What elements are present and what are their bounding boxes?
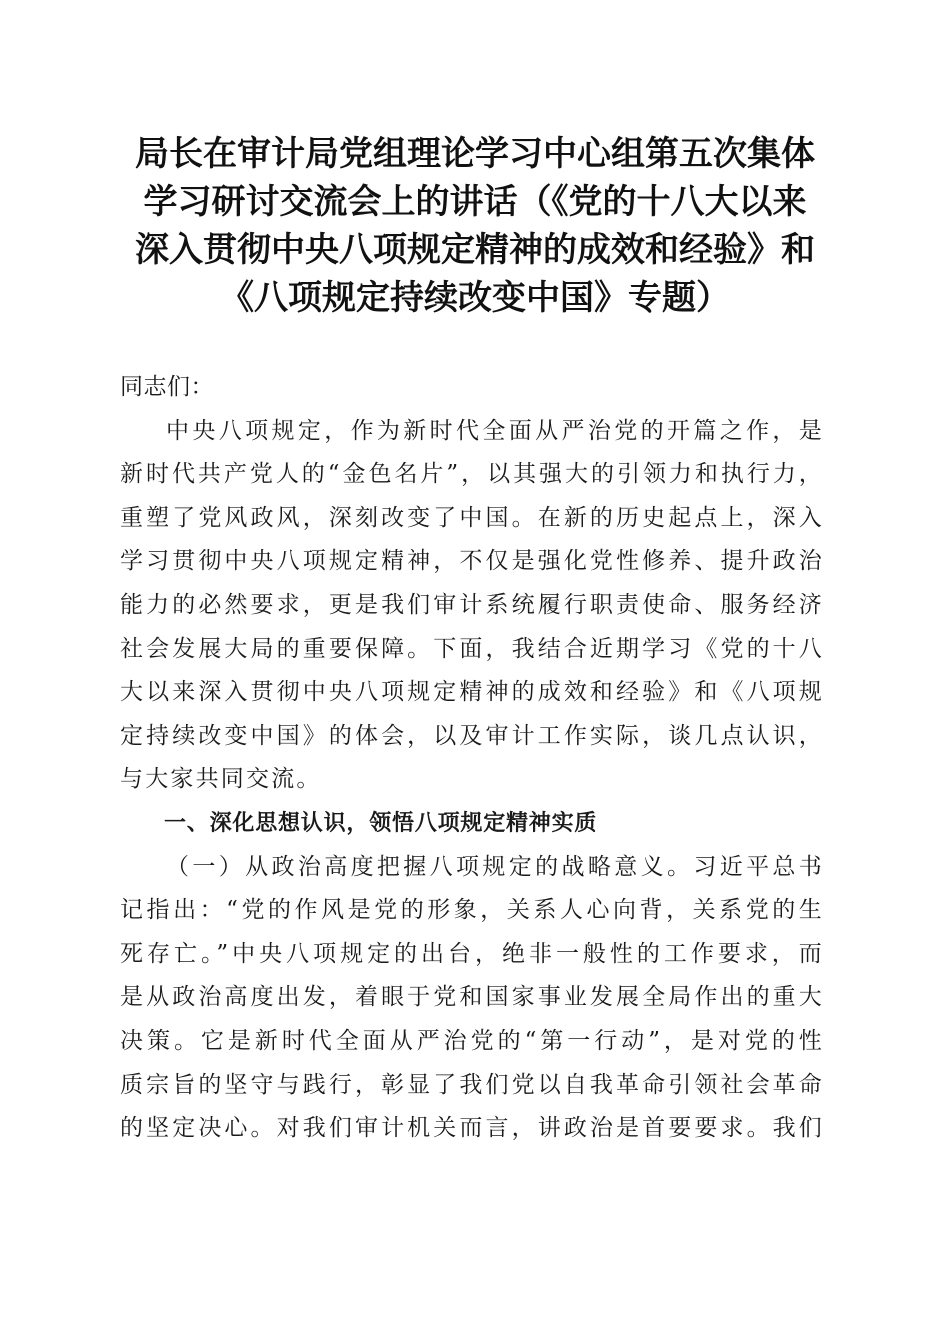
paragraph-line: （一）从政治高度把握八项规定的战略意义。习近平总书 xyxy=(166,853,824,880)
paragraph-line: 的坚定决心。对我们审计机关而言，讲政治是首要要求。我们 xyxy=(120,1115,824,1142)
paragraph-line: 新时代共产党人的“金色名片”，以其强大的引领力和执行力， xyxy=(120,461,824,488)
paragraph-line: 与大家共同交流。 xyxy=(120,766,322,793)
title-line: 《八项规定持续改变中国》专题） xyxy=(220,278,730,318)
paragraph-line: 定持续改变中国》的体会，以及审计工作实际，谈几点认识， xyxy=(120,722,824,749)
paragraph-line: 能力的必然要求，更是我们审计系统履行职责使命、服务经济 xyxy=(120,591,824,618)
salutation: 同志们： xyxy=(120,374,214,400)
title-line: 学习研讨交流会上的讲话（《党的十八大以来 xyxy=(143,182,807,222)
paragraph-line: 重塑了党风政风，深刻改变了中国。在新的历史起点上，深入 xyxy=(120,504,824,531)
title-line: 局长在审计局党组理论学习中心组第五次集体 xyxy=(135,134,815,174)
paragraph-line: 大以来深入贯彻中央八项规定精神的成效和经验》和《八项规 xyxy=(120,679,824,706)
document-title xyxy=(110,130,840,322)
document-body xyxy=(120,366,824,1151)
title-line: 深入贯彻中央八项规定精神的成效和经验》和 xyxy=(135,230,815,270)
paragraph-line: 是从政治高度出发，着眼于党和国家事业发展全局作出的重大 xyxy=(120,984,824,1011)
paragraph-line: 中央八项规定，作为新时代全面从严治党的开篇之作，是 xyxy=(166,417,824,444)
paragraph-intro xyxy=(120,410,824,802)
paragraph-line: 学习贯彻中央八项规定精神，不仅是强化党性修养、提升政治 xyxy=(120,548,824,575)
paragraph-line: 质宗旨的坚守与践行，彰显了我们党以自我革命引领社会革命 xyxy=(120,1071,824,1098)
paragraph-line: 记指出：“党的作风是党的形象，关系人心向背，关系党的生 xyxy=(120,897,824,924)
paragraph-line: 决策。它是新时代全面从严治党的“第一行动”，是对党的性 xyxy=(120,1027,824,1054)
section-heading: 一、深化思想认识，领悟八项规定精神实质 xyxy=(164,810,598,836)
paragraph-line: 社会发展大局的重要保障。下面，我结合近期学习《党的十八 xyxy=(120,635,824,662)
paragraph-section-1 xyxy=(120,846,824,1151)
paragraph-line: 死存亡。”中央八项规定的出台，绝非一般性的工作要求，而 xyxy=(120,940,824,967)
